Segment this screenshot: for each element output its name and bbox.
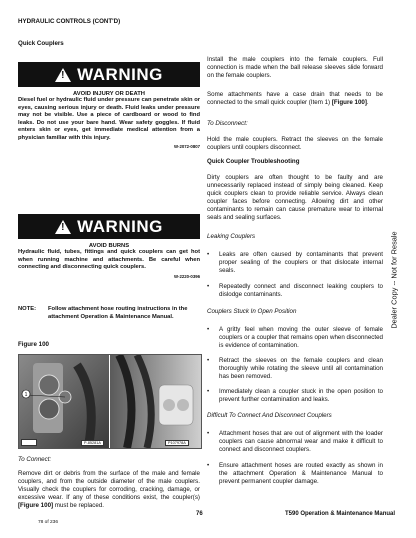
install-paragraph: Install the male couplers into the female couplers. Full connection is made when the ball release sleeves slide forward on the female couplers. — [207, 56, 383, 80]
disconnect-paragraph: Hold the male couplers. Retract the sleeves on the female couplers until couplers disconnect. — [207, 136, 383, 152]
figure-left-tag — [21, 439, 37, 446]
warning-code: W-2072-0807 — [174, 144, 200, 150]
troubleshooting-paragraph: Dirty couplers are often thought to be faulty and are unnecessarily replaced instead of simply being cleaned. Keep quick couplers clean to provide reliable service. Always clean coupler faces before connecting. Allowing dirt and other contaminants to remain can cause premature wear to internal seals and sealing surfaces. — [207, 174, 383, 222]
warning-code: W-2220-0396 — [174, 273, 200, 279]
bullet-icon: • — [207, 326, 210, 333]
list-item: • A gritty feel when moving the outer sleeve of female couplers or a coupler that remains open when disconnected is evidence of contamination. — [207, 326, 383, 350]
note — [18, 306, 200, 321]
warning-body: Hydraulic fluid, tubes, fittings and quick couplers can get hot when running machine and attachments. Be careful when connecting and disconnecting quick couplers. — [18, 249, 200, 271]
bullet-icon: • — [207, 251, 210, 258]
warning-body: Diesel fuel or hydraulic fluid under pressure can penetrate skin or eyes, causing serious injury or death. Fluid leaks under pressure may not be visible. Use a piece of cardboard or wood to find leaks. Do not use your bare hand. Wear safety goggles. If fluid enters skin or eyes, get immediate medical attention from a physician familiar with this injury. — [18, 97, 200, 141]
bullet-icon: • — [207, 283, 210, 290]
warning-triangle-icon: ! — [55, 220, 71, 234]
section-title: HYDRAULIC CONTROLS (CONT'D) — [18, 18, 121, 25]
warning-banner: ! WARNING — [18, 214, 200, 239]
figure-100 — [18, 354, 202, 449]
list-item: • Leaks are often caused by contaminants that prevent proper sealing of the couplers or that dislocate internal seals. — [207, 251, 383, 275]
list-item: • Ensure attachment hoses are routed exactly as shown in the attachment Operation & Maintenance Manual to prevent permanent coupler damage. — [207, 462, 383, 486]
figure-code-right: P107978A — [165, 440, 189, 446]
stuck-heading: Couplers Stuck In Open Position — [207, 308, 297, 315]
note-label: NOTE: — [18, 306, 37, 312]
warning-banner: ! WARNING — [18, 62, 200, 87]
troubleshooting-heading: Quick Coupler Troubleshooting — [207, 158, 300, 165]
bullet-icon: • — [207, 462, 210, 469]
figure-code-left: P-85281A — [81, 440, 104, 446]
figure-photo — [19, 355, 201, 448]
connect-heading: To Connect: — [18, 456, 52, 463]
warning-subtitle: AVOID INJURY OR DEATH — [73, 91, 145, 97]
list-item: • Retract the sleeves on the female couplers and clean thoroughly while rotating the sleeve until all contamination has been removed. — [207, 357, 383, 381]
warning-triangle-icon: ! — [55, 68, 71, 82]
connect-paragraph: Remove dirt or debris from the surface of the male and female couplers, and from the outside diameter of the male couplers. Visually check the couplers for corroding, cracking, damage, or excessive wear. If any of these conditions exist, the coupler(s) [Figure 100] must be replaced. — [18, 470, 200, 510]
figure-title: Figure 100 — [18, 341, 49, 348]
bullet-icon: • — [207, 388, 210, 395]
leaking-heading: Leaking Couplers — [207, 233, 256, 240]
note-text: Follow attachment hose routing instructions in the attachment Operation & Maintenance Manual. — [48, 306, 188, 320]
warning-box-injury — [18, 62, 200, 149]
list-item: • Repeatedly connect and disconnect leaking couplers to dislodge contaminants. — [207, 283, 383, 299]
disconnect-heading: To Disconnect: — [207, 120, 248, 127]
dealer-copy-watermark: Dealer Copy -- Not for Resale — [389, 231, 399, 329]
bullet-icon: • — [207, 430, 210, 437]
sub-title: Quick Couplers — [18, 40, 64, 47]
difficult-heading: Difficult To Connect And Disconnect Couplers — [207, 412, 332, 419]
list-item: • Attachment hoses that are out of alignment with the loader couplers can cause abnormal wear and make it difficult to connect and disconnect couplers. — [207, 430, 383, 454]
bullet-icon: • — [207, 357, 210, 364]
list-item: • Immediately clean a coupler stuck in the open position to prevent further contamination and leaks. — [207, 388, 383, 404]
warning-box-burns — [18, 214, 200, 279]
warning-subtitle: AVOID BURNS — [88, 243, 130, 249]
case-drain-paragraph: Some attachments have a case drain that needs to be connected to the small quick coupler (Item 1) [Figure 100]. — [207, 91, 383, 107]
page-count: 78 of 236 — [38, 520, 59, 525]
callout-1: 1 — [24, 392, 28, 398]
manual-title: T590 Operation & Maintenance Manual — [285, 511, 396, 517]
page-number: 76 — [196, 511, 203, 517]
